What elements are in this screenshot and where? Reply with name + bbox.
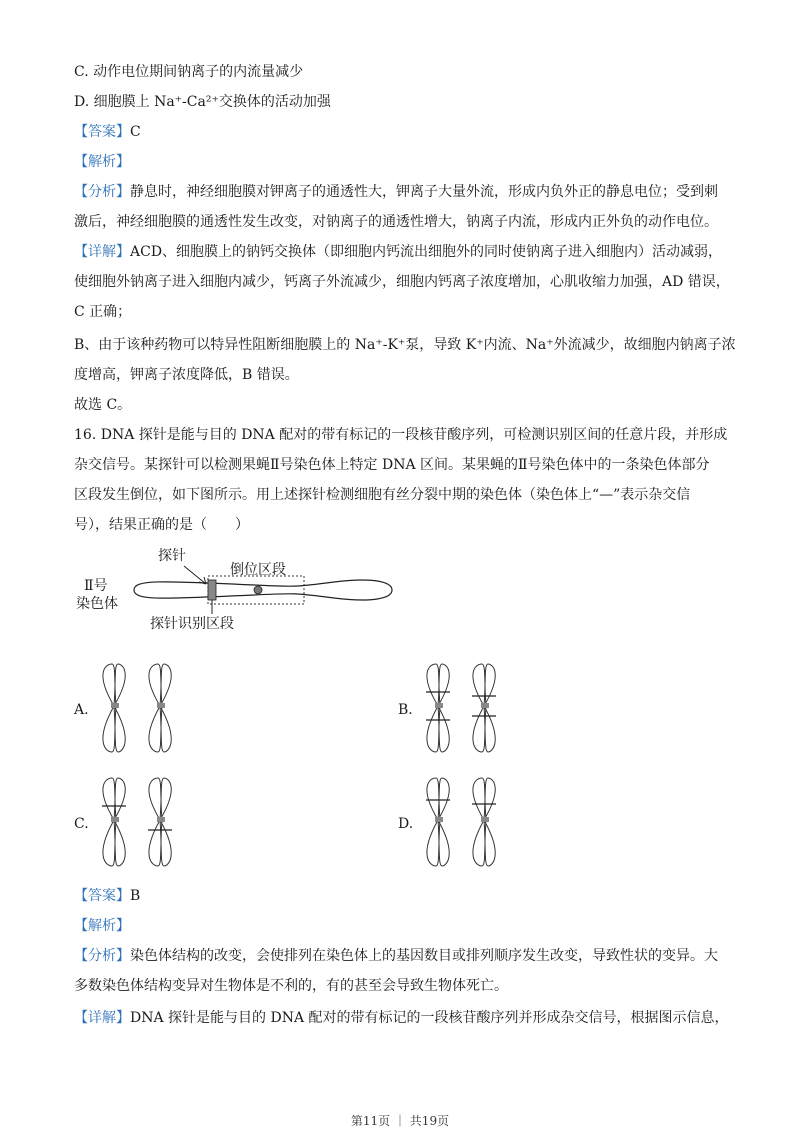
- chromosome-diagram: [74, 548, 394, 638]
- analysis-para-line-2: [74, 946, 734, 966]
- question-16-text-cont: 号），结果正确的是（ ）: [74, 517, 249, 533]
- option-c-text: C. 动作电位期间钠离子的内流量减少: [74, 64, 304, 80]
- conclusion-text: 故选 C。: [74, 397, 132, 413]
- analysis-text-2-cont: 多数染色体结构变异对生物体是不利的，有的甚至会导致生物体死亡。: [74, 978, 508, 994]
- detail-para-line-2: [74, 1008, 734, 1028]
- probe-label: 探针: [158, 548, 186, 564]
- option-a-chromosomes: [94, 662, 214, 754]
- chromosome-label-line2: 染色体: [76, 596, 118, 612]
- option-b-chromosomes: [418, 662, 538, 754]
- option-d[interactable]: [398, 776, 698, 886]
- answer-value: C: [130, 124, 141, 140]
- analysis-sub-tag: 【分析】: [74, 184, 130, 200]
- detail-text-cont: 使细胞外钠离子进入细胞内减少，钙离子外流减少，细胞内钙离子浓度增加，心肌收缩力加强，AD 错误，: [74, 274, 730, 290]
- answer-line: [74, 122, 734, 142]
- analysis-heading: [74, 152, 734, 172]
- chromosome-drawing: [74, 548, 394, 638]
- analysis-text: 静息时，神经细胞膜对钾离子的通透性大，钾离子大量外流，形成内负外正的静息电位；受到刺: [130, 184, 718, 200]
- detail-tag: 【详解】: [74, 244, 130, 260]
- option-a-letter: A.: [74, 702, 89, 718]
- detail-text-cont: C 正确；: [74, 304, 132, 320]
- question-16-text: 16. DNA 探针是能与目的 DNA 配对的带有标记的一段核苷酸序列，可检测识别区间的任意片段，并形成: [74, 427, 728, 443]
- detail-tag-2: 【详解】: [74, 1010, 130, 1026]
- answer-value-2: B: [130, 888, 141, 904]
- chromosome-label-line1: Ⅱ号: [84, 578, 108, 594]
- analysis-para-line: [74, 182, 734, 202]
- detail-b-text-cont: 度增高，钾离子浓度降低，B 错误。: [74, 367, 299, 383]
- detail-para-line: [74, 242, 734, 262]
- option-c-chromosomes: [94, 776, 214, 868]
- question-16-text-cont: 杂交信号。某探针可以检测果蝇Ⅱ号染色体上特定 DNA 区间。某果蝇的Ⅱ号染色体中的一条染色体部分: [74, 457, 710, 473]
- analysis-heading-2: [74, 916, 734, 936]
- option-c[interactable]: [74, 776, 374, 886]
- answer-tag: 【答案】: [74, 124, 130, 140]
- option-a[interactable]: [74, 662, 374, 772]
- option-b-letter: B.: [398, 702, 413, 718]
- analysis-tag-2: 【解析】: [74, 918, 130, 934]
- analysis-text-2: 染色体结构的改变，会使排列在染色体上的基因数目或排列顺序发生改变，导致性状的变异。大: [130, 948, 718, 964]
- option-d-text: D. 细胞膜上 Na⁺-Ca²⁺交换体的活动加强: [74, 94, 331, 110]
- detail-b-text: B、由于该种药物可以特异性阻断细胞膜上的 Na⁺-K⁺泵，导致 K⁺内流、Na⁺外流减少，故细胞内钠离子浓: [74, 337, 736, 353]
- option-d-chromosomes: [418, 776, 538, 868]
- option-d-letter: D.: [398, 816, 414, 832]
- recognition-label: 探针识别区段: [150, 616, 234, 632]
- page-footer: 第11页 ｜ 共19页: [350, 1114, 450, 1128]
- answer-line-2: [74, 886, 734, 906]
- option-b[interactable]: [398, 662, 698, 772]
- question-16-text-cont: 区段发生倒位，如下图所示。用上述探针检测细胞有丝分裂中期的染色体（染色体上“—”表示杂交信: [74, 487, 691, 503]
- detail-text: ACD、细胞膜上的钠钙交换体（即细胞内钙流出细胞外的同时使钠离子进入细胞内）活动减弱，: [130, 244, 723, 260]
- analysis-tag: 【解析】: [74, 154, 130, 170]
- analysis-text-cont: 激后，神经细胞膜的通透性发生改变，对钠离子的通透性增大，钠离子内流，形成内正外负的动作电位。: [74, 214, 718, 230]
- inversion-label: 倒位区段: [230, 562, 286, 578]
- detail-text-2: DNA 探针是能与目的 DNA 配对的带有标记的一段核苷酸序列并形成杂交信号，根据图示信息，: [130, 1010, 729, 1026]
- option-c-letter: C.: [74, 816, 89, 832]
- analysis-sub-tag-2: 【分析】: [74, 948, 130, 964]
- answer-tag-2: 【答案】: [74, 888, 130, 904]
